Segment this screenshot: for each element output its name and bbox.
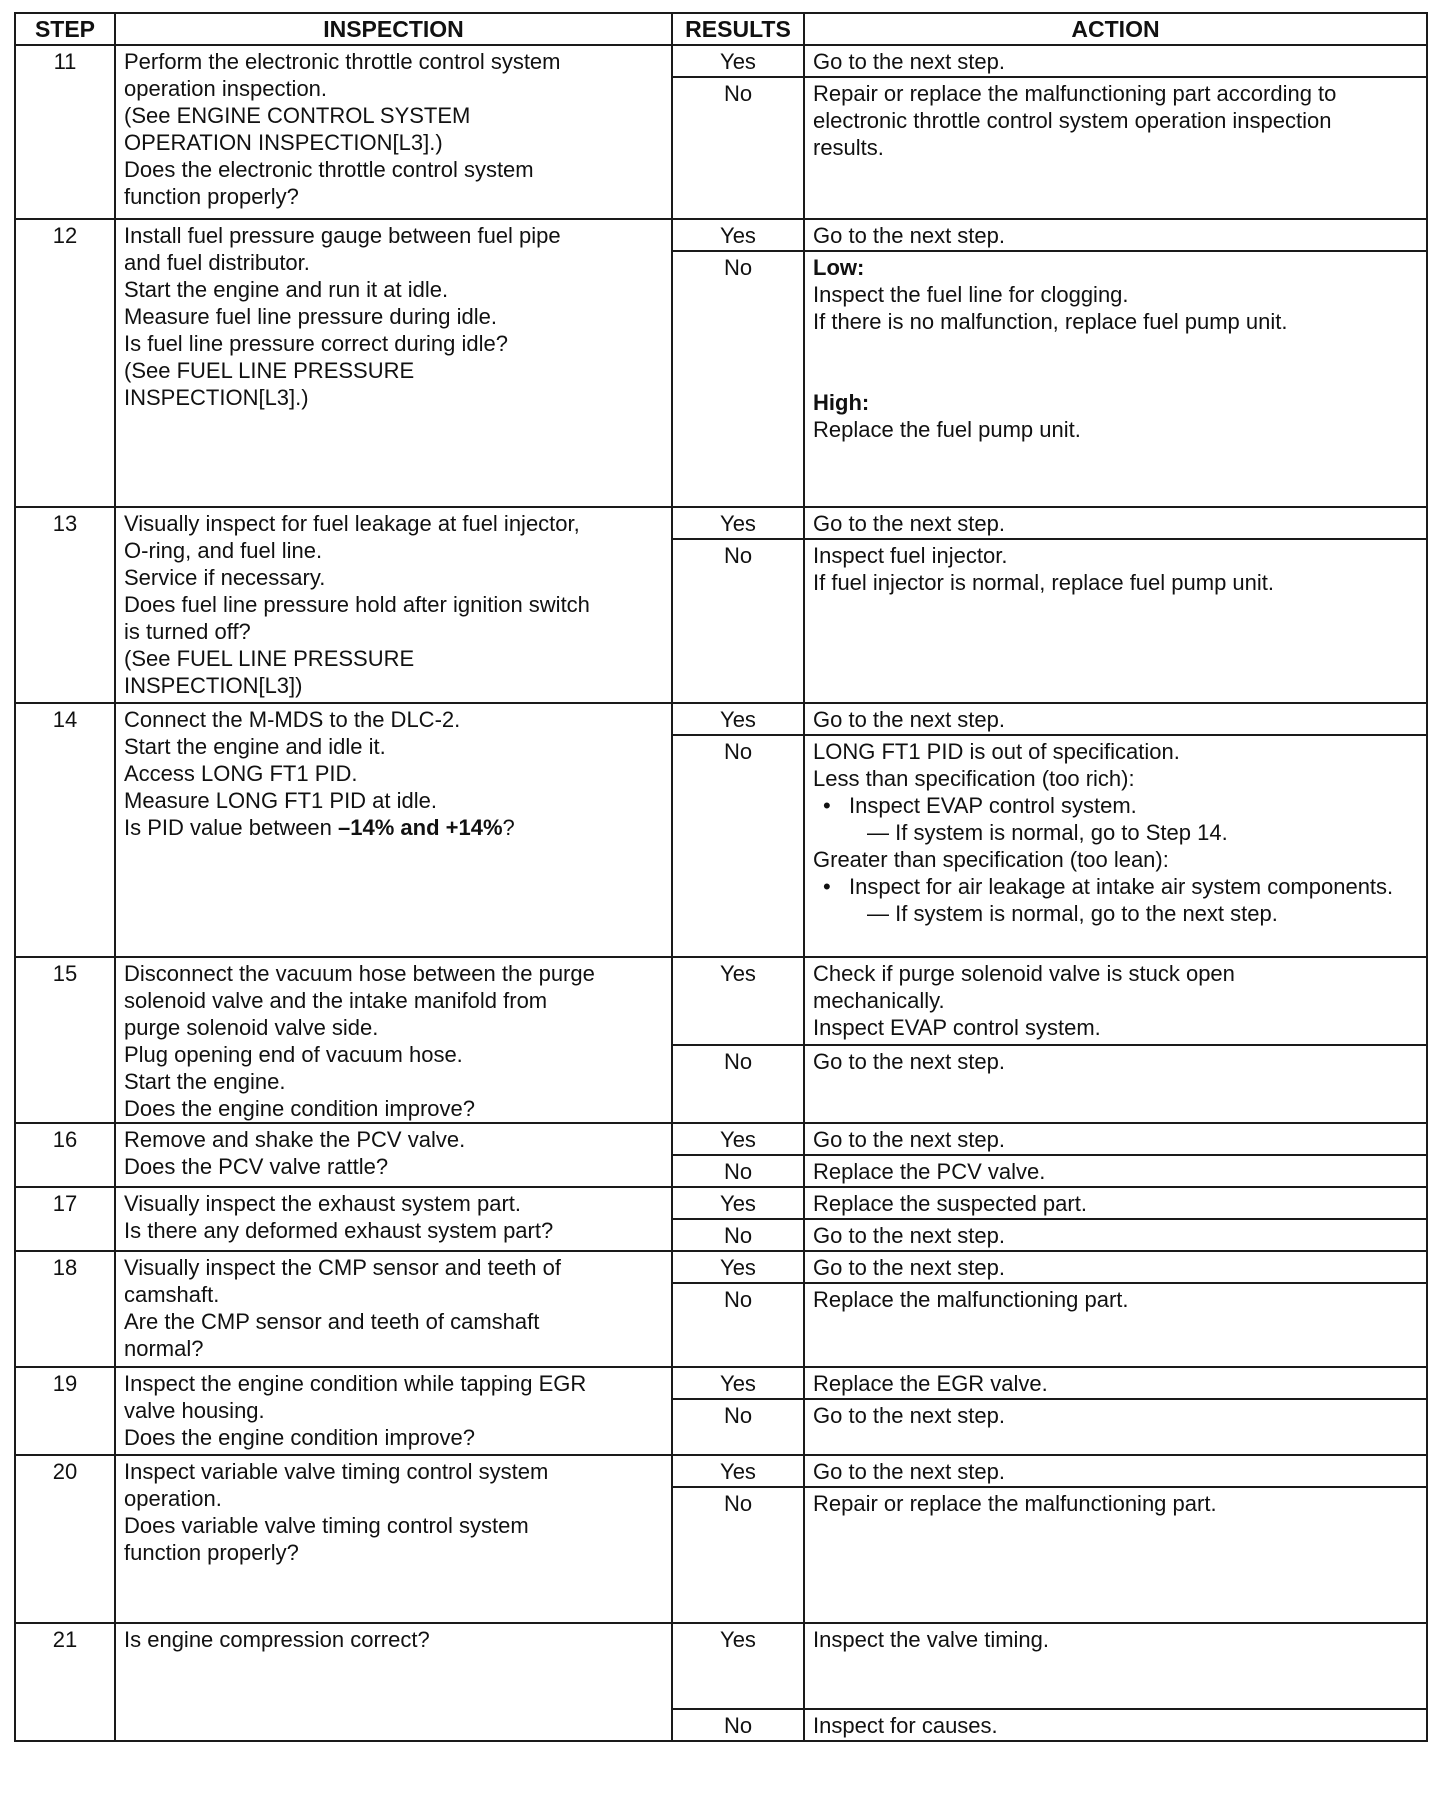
action-yes bbox=[804, 45, 1427, 77]
inspection-line: Inspect variable valve timing control system bbox=[124, 1459, 549, 1484]
pid-range: –14% and +14% bbox=[338, 815, 503, 840]
result-no: No bbox=[672, 1045, 804, 1123]
inspection-line: Is fuel line pressure correct during idle? bbox=[124, 331, 508, 356]
action-line: Go to the next step. bbox=[813, 1403, 1006, 1428]
inspection-line: OPERATION INSPECTION[L3].) bbox=[124, 130, 443, 155]
inspection-line: function properly? bbox=[124, 184, 299, 209]
result-yes: Yes bbox=[672, 1623, 804, 1709]
action-line: If fuel injector is normal, replace fuel pump unit. bbox=[813, 570, 1275, 595]
inspection-line: is turned off? bbox=[124, 619, 251, 644]
inspection-line: Connect the M-MDS to the DLC-2. bbox=[124, 707, 461, 732]
result-no: No bbox=[672, 1283, 804, 1367]
inspection-line: Measure fuel line pressure during idle. bbox=[124, 304, 497, 329]
inspection-line: Start the engine. bbox=[124, 1069, 286, 1094]
table-row bbox=[15, 45, 1427, 77]
action-line: Repair or replace the malfunctioning part according to bbox=[813, 81, 1337, 106]
result-no: No bbox=[672, 1399, 804, 1455]
inspection-line: Does the electronic throttle control system bbox=[124, 157, 534, 182]
question-mark: ? bbox=[502, 815, 515, 840]
action-line: Go to the next step. bbox=[813, 223, 1006, 248]
action-no bbox=[804, 1045, 1427, 1123]
inspection-line: Measure LONG FT1 PID at idle. bbox=[124, 788, 437, 813]
inspection-line: Visually inspect the CMP sensor and teeth of bbox=[124, 1255, 561, 1280]
inspection-line: INSPECTION[L3].) bbox=[124, 385, 309, 410]
action-yes bbox=[804, 1367, 1427, 1399]
inspection-line: valve housing. bbox=[124, 1398, 265, 1423]
diagnostic-procedure-table bbox=[14, 12, 1428, 1742]
result-yes: Yes bbox=[672, 1251, 804, 1283]
too-rich-label: Less than specification (too rich): bbox=[813, 766, 1135, 791]
diagnostic-table-sheet bbox=[14, 12, 1426, 1742]
result-no: No bbox=[672, 1709, 804, 1741]
question-text: Is PID value between bbox=[124, 815, 339, 840]
inspection-line: purge solenoid valve side. bbox=[124, 1015, 379, 1040]
step-number: 13 bbox=[15, 507, 115, 703]
inspection-cell bbox=[115, 507, 672, 703]
bullet-item bbox=[813, 873, 1418, 900]
inspection-line: Install fuel pressure gauge between fuel pipe bbox=[124, 223, 561, 248]
step-number: 17 bbox=[15, 1187, 115, 1251]
action-yes bbox=[804, 957, 1427, 1045]
table-row bbox=[15, 507, 1427, 539]
inspection-cell bbox=[115, 1623, 672, 1741]
inspection-line: Does the engine condition improve? bbox=[124, 1096, 476, 1121]
result-no: No bbox=[672, 1155, 804, 1187]
header-step: STEP bbox=[15, 13, 115, 45]
inspection-line: normal? bbox=[124, 1336, 204, 1361]
action-line: LONG FT1 PID is out of specification. bbox=[813, 739, 1180, 764]
step-number: 14 bbox=[15, 703, 115, 957]
action-yes bbox=[804, 1123, 1427, 1155]
action-no bbox=[804, 1709, 1427, 1741]
inspection-line: Start the engine and run it at idle. bbox=[124, 277, 449, 302]
result-no: No bbox=[672, 539, 804, 703]
sub-item: — If system is normal, go to Step 14. bbox=[867, 820, 1228, 845]
inspection-line: Perform the electronic throttle control system bbox=[124, 49, 561, 74]
action-line: mechanically. bbox=[813, 988, 945, 1013]
action-no bbox=[804, 1399, 1427, 1455]
table-row bbox=[15, 1187, 1427, 1219]
step-number: 18 bbox=[15, 1251, 115, 1367]
bullet-text: Inspect for air leakage at intake air system components. bbox=[849, 874, 1394, 899]
sub-item: — If system is normal, go to the next step. bbox=[867, 901, 1278, 926]
low-label: Low: bbox=[813, 255, 865, 280]
action-no bbox=[804, 1487, 1427, 1623]
inspection-line: Disconnect the vacuum hose between the purge bbox=[124, 961, 595, 986]
inspection-line: Inspect the engine condition while tapping EGR bbox=[124, 1371, 587, 1396]
result-yes: Yes bbox=[672, 1187, 804, 1219]
bullet-dot-icon: • bbox=[823, 874, 831, 899]
inspection-cell bbox=[115, 703, 672, 957]
inspection-cell bbox=[115, 1455, 672, 1623]
action-line: If there is no malfunction, replace fuel pump unit. bbox=[813, 309, 1288, 334]
action-line: Go to the next step. bbox=[813, 1459, 1006, 1484]
inspection-line: function properly? bbox=[124, 1540, 299, 1565]
result-no: No bbox=[672, 251, 804, 507]
action-line: Check if purge solenoid valve is stuck open bbox=[813, 961, 1235, 986]
header-results: RESULTS bbox=[672, 13, 804, 45]
inspection-line: (See FUEL LINE PRESSURE bbox=[124, 646, 415, 671]
step-number: 21 bbox=[15, 1623, 115, 1741]
step-number: 11 bbox=[15, 45, 115, 219]
table-row bbox=[15, 1251, 1427, 1283]
action-no bbox=[804, 1283, 1427, 1367]
inspection-cell bbox=[115, 1251, 672, 1367]
action-yes bbox=[804, 1251, 1427, 1283]
action-no bbox=[804, 735, 1427, 957]
action-line: Repair or replace the malfunctioning part. bbox=[813, 1491, 1217, 1516]
action-line: Go to the next step. bbox=[813, 49, 1006, 74]
action-line: results. bbox=[813, 135, 884, 160]
action-yes bbox=[804, 1623, 1427, 1709]
inspection-cell bbox=[115, 219, 672, 507]
inspection-cell bbox=[115, 957, 672, 1123]
result-no: No bbox=[672, 77, 804, 219]
inspection-cell bbox=[115, 1367, 672, 1455]
bullet-dot-icon: • bbox=[823, 793, 831, 818]
inspection-line: Is engine compression correct? bbox=[124, 1627, 430, 1652]
step-number: 12 bbox=[15, 219, 115, 507]
result-yes: Yes bbox=[672, 219, 804, 251]
inspection-line: O-ring, and fuel line. bbox=[124, 538, 323, 563]
action-no bbox=[804, 1219, 1427, 1251]
table-row bbox=[15, 219, 1427, 251]
result-no: No bbox=[672, 735, 804, 957]
inspection-line: Visually inspect the exhaust system part. bbox=[124, 1191, 522, 1216]
action-line: Inspect EVAP control system. bbox=[813, 1015, 1101, 1040]
result-yes: Yes bbox=[672, 507, 804, 539]
table-row bbox=[15, 1123, 1427, 1155]
result-yes: Yes bbox=[672, 1455, 804, 1487]
inspection-line: Plug opening end of vacuum hose. bbox=[124, 1042, 463, 1067]
table-header-row bbox=[15, 13, 1427, 45]
result-yes: Yes bbox=[672, 1123, 804, 1155]
header-action: ACTION bbox=[804, 13, 1427, 45]
inspection-line: operation inspection. bbox=[124, 76, 328, 101]
result-yes: Yes bbox=[672, 45, 804, 77]
action-no bbox=[804, 1155, 1427, 1187]
inspection-line: solenoid valve and the intake manifold from bbox=[124, 988, 548, 1013]
step-number: 20 bbox=[15, 1455, 115, 1623]
inspection-line: Remove and shake the PCV valve. bbox=[124, 1127, 466, 1152]
action-line: Inspect for causes. bbox=[813, 1713, 998, 1738]
action-line: Inspect fuel injector. bbox=[813, 543, 1008, 568]
action-line: Replace the PCV valve. bbox=[813, 1159, 1046, 1184]
table-row bbox=[15, 703, 1427, 735]
inspection-line: Access LONG FT1 PID. bbox=[124, 761, 358, 786]
inspection-line: Is there any deformed exhaust system part? bbox=[124, 1218, 554, 1243]
inspection-cell bbox=[115, 45, 672, 219]
result-no: No bbox=[672, 1487, 804, 1623]
action-line: Go to the next step. bbox=[813, 1127, 1006, 1152]
inspection-line: Does the PCV valve rattle? bbox=[124, 1154, 389, 1179]
inspection-cell bbox=[115, 1123, 672, 1187]
action-line: Replace the fuel pump unit. bbox=[813, 417, 1081, 442]
inspection-line: Are the CMP sensor and teeth of camshaft bbox=[124, 1309, 540, 1334]
result-no: No bbox=[672, 1219, 804, 1251]
too-lean-label: Greater than specification (too lean): bbox=[813, 847, 1169, 872]
inspection-cell bbox=[115, 1187, 672, 1251]
action-line: Go to the next step. bbox=[813, 707, 1006, 732]
inspection-line: Service if necessary. bbox=[124, 565, 326, 590]
result-yes: Yes bbox=[672, 703, 804, 735]
action-yes bbox=[804, 1187, 1427, 1219]
inspection-question bbox=[124, 814, 663, 841]
action-line: Replace the EGR valve. bbox=[813, 1371, 1048, 1396]
inspection-line: Does fuel line pressure hold after ignition switch bbox=[124, 592, 590, 617]
table-row bbox=[15, 1455, 1427, 1487]
inspection-line: Start the engine and idle it. bbox=[124, 734, 386, 759]
bullet-item bbox=[813, 792, 1418, 819]
action-line: Go to the next step. bbox=[813, 511, 1006, 536]
inspection-line: Does the engine condition improve? bbox=[124, 1425, 476, 1450]
table-row bbox=[15, 957, 1427, 1045]
inspection-line: INSPECTION[L3]) bbox=[124, 673, 303, 698]
step-number: 19 bbox=[15, 1367, 115, 1455]
high-label: High: bbox=[813, 390, 870, 415]
action-no bbox=[804, 539, 1427, 703]
bullet-text: Inspect EVAP control system. bbox=[849, 793, 1137, 818]
action-line: Go to the next step. bbox=[813, 1049, 1006, 1075]
action-line: Inspect the valve timing. bbox=[813, 1627, 1050, 1652]
action-line: Replace the suspected part. bbox=[813, 1191, 1087, 1216]
action-line: Go to the next step. bbox=[813, 1223, 1006, 1248]
inspection-line: operation. bbox=[124, 1486, 222, 1511]
header-inspection: INSPECTION bbox=[115, 13, 672, 45]
inspection-line: and fuel distributor. bbox=[124, 250, 310, 275]
inspection-line: (See ENGINE CONTROL SYSTEM bbox=[124, 103, 471, 128]
action-yes bbox=[804, 219, 1427, 251]
action-line: Replace the malfunctioning part. bbox=[813, 1287, 1129, 1312]
action-yes bbox=[804, 1455, 1427, 1487]
action-yes bbox=[804, 703, 1427, 735]
inspection-line: camshaft. bbox=[124, 1282, 220, 1307]
step-number: 15 bbox=[15, 957, 115, 1123]
action-line: electronic throttle control system operation inspection bbox=[813, 108, 1332, 133]
inspection-line: Does variable valve timing control system bbox=[124, 1513, 529, 1538]
inspection-line: (See FUEL LINE PRESSURE bbox=[124, 358, 415, 383]
result-yes: Yes bbox=[672, 957, 804, 1045]
action-no bbox=[804, 77, 1427, 219]
step-number: 16 bbox=[15, 1123, 115, 1187]
table-row bbox=[15, 1623, 1427, 1709]
inspection-line: Visually inspect for fuel leakage at fuel injector, bbox=[124, 511, 580, 536]
action-line: Go to the next step. bbox=[813, 1255, 1006, 1280]
action-line: Inspect the fuel line for clogging. bbox=[813, 282, 1129, 307]
action-yes bbox=[804, 507, 1427, 539]
result-yes: Yes bbox=[672, 1367, 804, 1399]
table-row bbox=[15, 1367, 1427, 1399]
action-no bbox=[804, 251, 1427, 507]
